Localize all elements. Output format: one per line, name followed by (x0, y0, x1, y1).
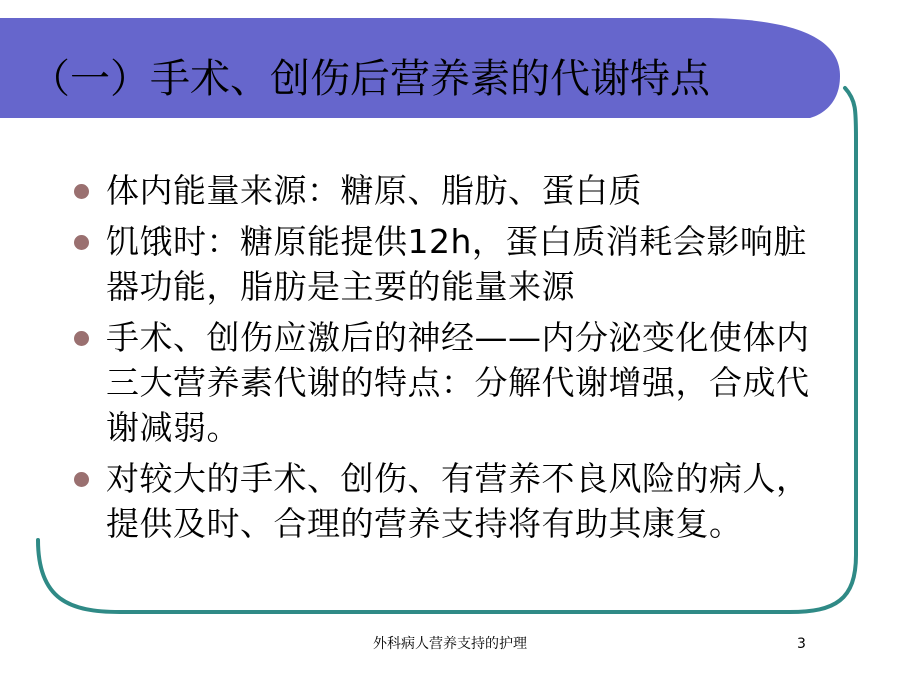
bullet-item (70, 315, 830, 450)
bullet-text: 饥饿时：糖原能提供12h，蛋白质消耗会影响脏器功能，脂肪是主要的能量来源 (106, 222, 807, 306)
bullet-item (70, 168, 830, 213)
bullet-dot-icon (74, 331, 89, 346)
bullet-text: 体内能量来源：糖原、脂肪、蛋白质 (106, 171, 642, 210)
slide-title: （一）手术、创伤后营养素的代谢特点 (30, 56, 710, 102)
bullet-list (70, 168, 830, 552)
page-number: 3 (797, 636, 806, 652)
bullet-item (70, 456, 830, 546)
bullet-text: 手术、创伤应激后的神经——内分泌变化使体内三大营养素代谢的特点：分解代谢增强，合成代谢减弱。 (106, 318, 810, 447)
bullet-dot-icon (74, 472, 89, 487)
title-stripe (0, 118, 815, 122)
footer-text: 外科病人营养支持的护理 (373, 636, 527, 652)
bullet-dot-icon (74, 235, 89, 250)
bullet-text: 对较大的手术、创伤、有营养不良风险的病人，提供及时、合理的营养支持将有助其康复。 (106, 459, 810, 543)
bullet-dot-icon (74, 184, 89, 199)
bullet-item (70, 219, 830, 309)
